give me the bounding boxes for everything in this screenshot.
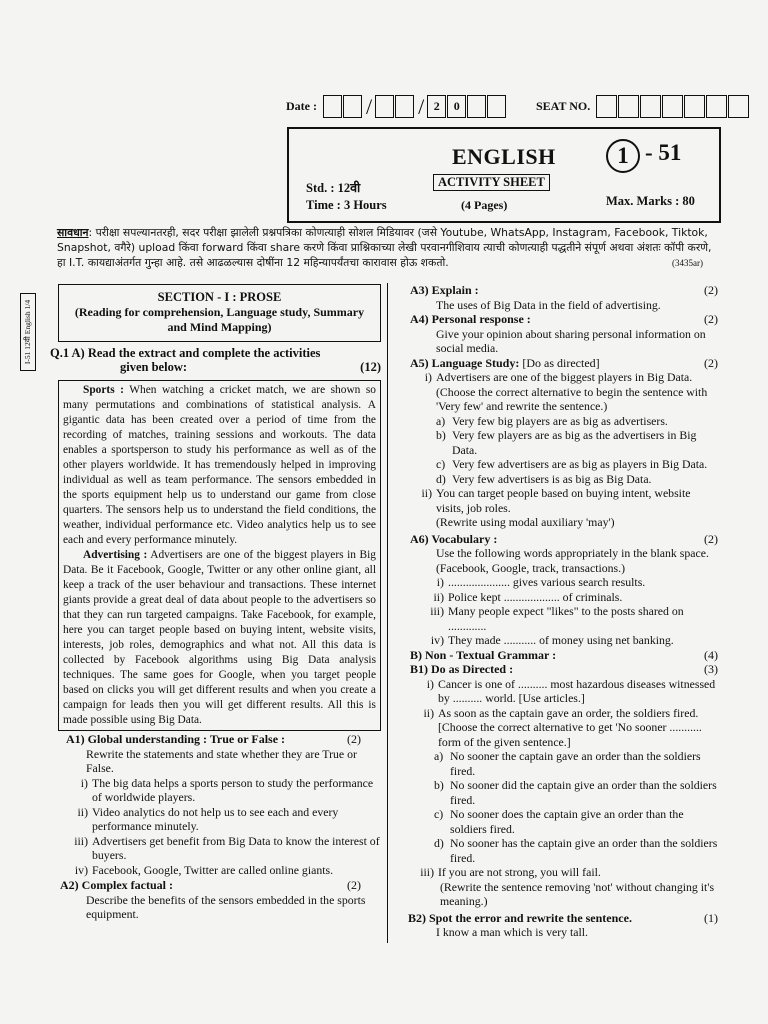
activity-a4-title: A4) Personal response : [410,312,531,326]
option-item [434,749,718,778]
option-list [412,749,718,865]
question-1-line2: given below: [120,360,188,374]
activity-b2-heading [408,911,718,926]
passage-paragraph [63,548,376,728]
activity-a5-ii-instruction: (Rewrite using modal auxiliary 'may') [436,515,615,529]
list-item [412,677,718,706]
right-column [408,283,718,940]
paper-code: - 51 [645,140,682,165]
item-text: They made ........... of money using net banking. [448,633,674,647]
activity-a1-instruction: Rewrite the statements and state whether they are True or False. [86,746,357,775]
question-1-line1: Q.1 A) Read the extract and complete the activities [50,346,321,360]
seat-box[interactable] [684,95,705,118]
item-text: If you are not strong, you will fail. [438,865,601,879]
item-text: Video analytics do not help us to see each and every performance minutely. [92,804,339,833]
vocab-list [408,575,718,648]
option-text: No sooner has the captain give an order than the soldiers fired. [450,836,718,865]
item-number: i) [80,775,88,790]
activity-a1-heading [58,732,381,747]
option-text: Very few big players are as big as advertisers. [452,413,668,428]
option-text: No sooner did the captain give an order than the soldiers fired. [450,778,717,807]
paper-code-circle: 1 [606,139,640,173]
option-item [436,414,718,429]
list-item [58,776,381,805]
date-label: Date : [286,99,317,113]
item-number: ii) [77,804,88,819]
section-subtitle: (Reading for comprehension, Language study, Summary and Mind Mapping) [74,305,365,334]
activity-b1-title: B1) Do as Directed : [410,662,514,676]
paper-serial-code: (3435ar) [672,258,703,268]
item-number: iii) [430,604,444,618]
date-field [286,95,507,118]
activity-a2-heading [58,878,381,893]
item-text: Cancer is one of .......... most hazardous diseases witnessed by .......... world. [Use articles.] [438,676,716,705]
option-text: Very few players are as big as the advertisers in Big Data. [452,428,697,457]
reading-passage [58,380,381,731]
option-text: No sooner the captain gave an order than the soldiers fired. [450,749,701,778]
date-separator: / [365,93,373,119]
list-item [58,805,381,834]
item-number: ii) [433,589,444,604]
passage-text: When watching a cricket match, we are shown so many permutations and combinations of statistical analysis. A gigantic data has been created over a period of time from the recording of matches, training sessions and workouts. The data enables a sportsperson to study his performance as well as of the other players worldwide. It has tremendously helped in improving individual as well as team performance. The sensors embedded in the sports equipment help us to understand our game from close quarters. The sensors help us to understand the field conditions, the weather, individual performance etc. Video analytics help us to see each and every performance minutely. [63,384,376,546]
paper-header [287,127,721,223]
question-1-heading [50,346,381,374]
item-number: iii) [420,865,434,879]
item-text: Facebook, Google, Twitter are called online giants. [92,862,334,877]
activity-a3-body: The uses of Big Data in the field of advertising. [436,297,661,312]
item-text: ..................... gives various search results. [448,575,646,589]
list-item [412,706,718,750]
section-b-marks: (4) [704,647,718,662]
activity-a6-instruction: Use the following words appropriately in the blank space. (Facebook, Google, track, transactions.) [436,546,709,575]
section-heading-box [58,284,381,342]
list-item [408,370,718,414]
seat-label: SEAT NO. [536,99,591,113]
option-text: Very few advertisers are as big as players in Big Data. [452,457,708,471]
seat-box[interactable] [706,95,727,118]
activity-b1-marks: (3) [704,662,718,676]
activity-a6-heading [408,532,718,547]
option-item [436,457,718,472]
option-letter: d) [434,836,444,850]
list-item [412,865,718,880]
item-number: i) [424,370,432,384]
date-year-box-2: 0 [447,95,466,118]
activity-a4-body: Give your opinion about sharing personal information on social media. [436,326,706,355]
seat-number-field [536,95,750,118]
seat-box[interactable] [596,95,617,118]
activity-a3-title: A3) Explain : [410,283,479,297]
option-item [434,836,718,865]
list-item [422,604,718,633]
seat-box[interactable] [662,95,683,118]
time-allowed: Time : 3 Hours [306,198,387,212]
side-strip-text: I-51 12वी English 1/4 [23,299,33,365]
option-item [436,428,718,457]
section-b-heading [408,648,718,663]
option-item [434,778,718,807]
option-list [408,414,718,487]
date-day-box-2[interactable] [343,95,362,118]
page-count: (4 Pages) [461,198,508,212]
activity-a5-title: A5) Language Study: [410,355,520,370]
option-letter: a) [436,413,446,428]
item-text: Many people expect "likes" to the posts shared on ............. [448,604,684,633]
item-text: You can target people based on buying intent, website visits, job roles. [436,486,691,515]
activity-a3-heading [408,283,718,298]
max-marks: Max. Marks : 80 [606,194,695,208]
date-year-box-3[interactable] [467,95,486,118]
date-day-box-1[interactable] [323,95,342,118]
item-text: The big data helps a sports person to study the performance of worldwide players. [92,775,374,804]
b1-items [408,677,718,909]
option-text: No sooner does the captain give an order than the soldiers fired. [450,807,684,836]
activity-a2-title: A2) Complex factual : [60,878,173,892]
left-column [50,284,381,922]
passage-paragraph [63,383,376,548]
activity-a1-marks: (2) [347,732,361,746]
option-letter: d) [436,471,446,486]
activity-a6-marks: (2) [704,531,718,546]
list-item [58,863,381,878]
seat-box[interactable] [640,95,661,118]
item-number: i) [436,575,444,589]
subject-title: ENGLISH [452,144,556,169]
item-text: Advertisers get benefit from Big Data to know the interest of buyers. [92,833,380,862]
section-b-title: B) Non - Textual Grammar : [410,647,557,662]
seat-box[interactable] [618,95,639,118]
date-month-box-1[interactable] [375,95,394,118]
side-strip [20,293,36,371]
option-letter: a) [434,749,444,763]
option-letter: c) [434,807,444,821]
passage-lead: Advertising : [83,549,148,561]
item-text: Advertisers are one of the biggest players in Big Data. (Choose the correct alternative to begin the sentence with 'Very few' and rewrite the sentence.) [436,370,708,413]
warning-label: सावधान [57,226,89,239]
warning-notice [57,225,717,270]
list-item [422,633,718,648]
option-letter: c) [436,457,446,471]
item-text: Police kept ................... of criminals. [448,589,623,604]
item-number: iv) [430,633,444,647]
activity-a4-marks: (2) [704,312,718,326]
activity-a5-direction: [Do as directed] [519,355,600,370]
activity-b2-body: I know a man which is very tall. [436,925,589,939]
activity-b1-heading [408,662,718,677]
list-item [422,590,718,605]
activity-a1-title: A1) Global understanding : True or False : [66,732,286,746]
activity-a2-marks: (2) [347,878,361,892]
activity-sheet-label: ACTIVITY SHEET [433,174,550,191]
b1-iii-instruction: (Rewrite the sentence removing 'not' without changing it's meaning.) [440,879,715,908]
activity-a6-title: A6) Vocabulary : [410,531,498,546]
item-number: iv) [74,862,88,877]
warning-text: : परीक्षा सपल्यानतरही, सदर परीक्षा झालेली प्रश्नपत्रिका कोणत्याही सोशल मिडियावर (जसे Youtube, WhatsApp, Instagram, Facebook, Tiktok, Snapshot, वगैरे) upload किंवा forward किंवा share करणे किंवा प्राश्निकाच्या लेखी परवानगीशिवाय त्याची कोणत्याही पद्धतीने संपूर्ण अथवा अंशतः कॉपी करणे, हा I.T. कायद्याअंतर्गत गुन्हा आहे. तसे आढळल्यास दोषींना 12 महिन्यापर्यंतचा कारावास होऊ शकतो. [57,226,712,269]
item-number: ii) [423,705,434,720]
activity-a2-body: Describe the benefits of the sensors embedded in the sports equipment. [86,892,366,921]
column-divider [387,283,388,943]
list-item [58,834,381,863]
item-number: i) [426,676,434,691]
item-number: ii) [421,486,432,500]
date-month-box-2[interactable] [395,95,414,118]
item-text: As soon as the captain gave an order, the soldiers fired. [Choose the correct alternative to get 'No sooner ........... form of the given sentence.] [438,705,702,749]
passage-lead: Sports : [83,384,124,396]
question-1-marks: (12) [360,360,381,374]
option-item [436,472,718,487]
activity-b2-marks: (1) [704,910,718,925]
activity-a3-marks: (2) [704,283,718,297]
list-item [408,486,718,515]
option-item [434,807,718,836]
activity-a5-heading [408,356,718,371]
section-title: SECTION - I : PROSE [157,290,282,304]
passage-text: Advertisers are one of the biggest players in Big Data. Be it Facebook, Google, Twitter or any other online giant, all keep a track of the user behaviour and transactions. These internet giants provide a great deal of data about people to the advertisers so that they can run targeted campaigns. Take Facebook, for example, here you can target people based on buying intent, website visits, interests, job roles, demographics and what not. All this data is collected by Facebook algorithms using Big Data analysis techniques. The same goes for Google, when you target people based on clicks you will get different results and when you create a campaign for leads then you will get different results. All this is made possible using Big Data. [63,549,376,726]
option-letter: b) [436,428,446,442]
activity-a4-heading [408,312,718,327]
standard: Std. : 12वी [306,181,361,195]
activity-a5-marks: (2) [704,355,718,370]
date-year-box-4[interactable] [487,95,506,118]
date-separator: / [418,93,425,119]
item-number: iii) [74,833,88,848]
option-text: Very few advertisers is as big as Big Data. [452,471,652,486]
option-letter: b) [434,778,444,792]
list-item [422,575,718,590]
date-year-box-1: 2 [427,95,446,118]
activity-b2-title: B2) Spot the error and rewrite the sentence. [408,910,632,925]
seat-box[interactable] [728,95,749,118]
